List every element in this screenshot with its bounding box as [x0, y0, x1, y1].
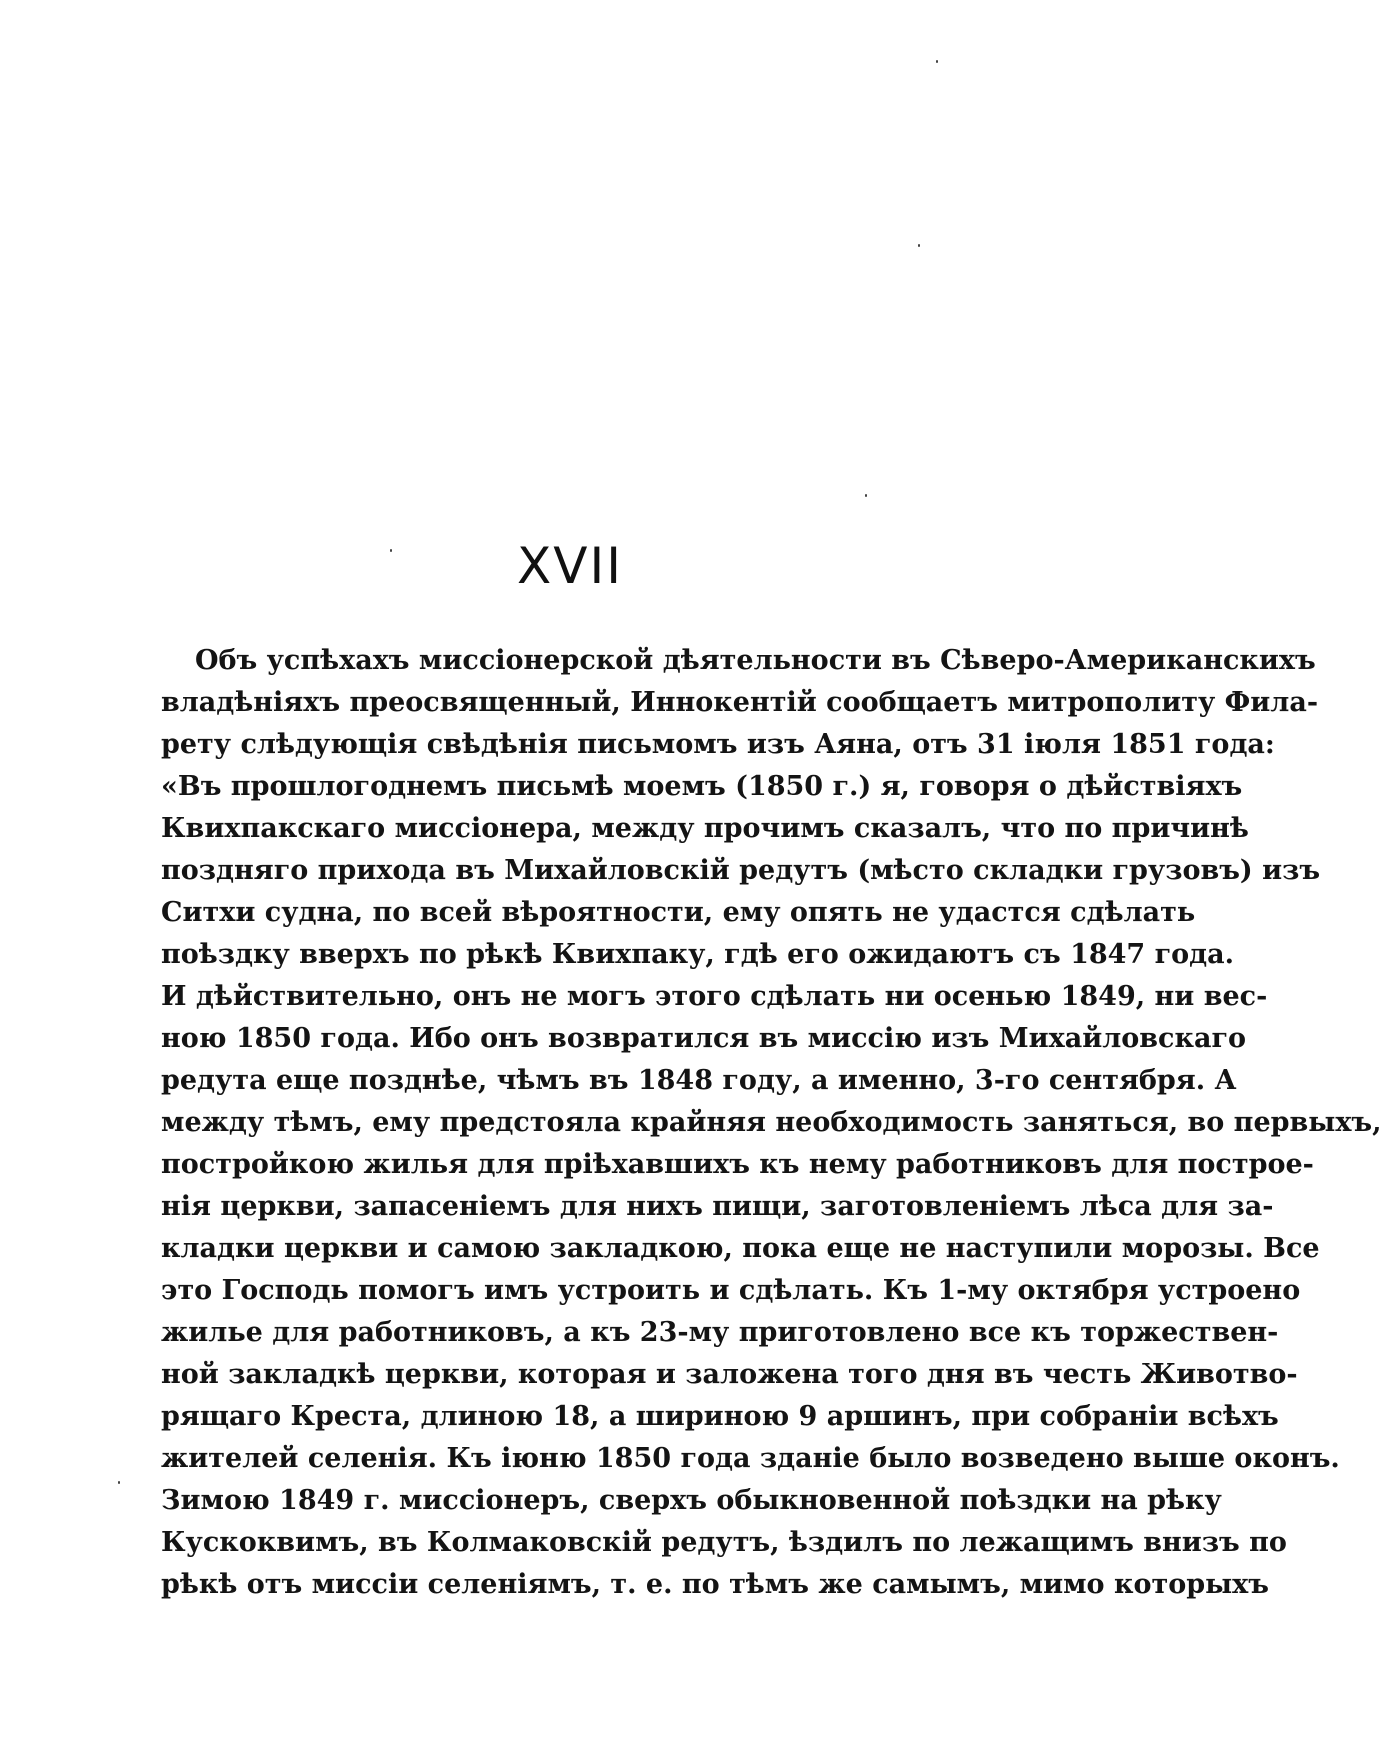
text-line: рящаго Креста, длиною 18, а шириною 9 аршинъ, при собраніи всѣхъ	[161, 1401, 1279, 1432]
text-line: кладки церкви и самою закладкою, пока еще не наступили морозы. Все	[161, 1233, 1320, 1264]
text-line: Зимою 1849 г. миссіонеръ, сверхъ обыкновенной поѣздки на рѣку	[161, 1485, 1222, 1516]
text-line: ною 1850 года. Ибо онъ возвратился въ миссію изъ Михайловскаго	[161, 1023, 1247, 1054]
text-line: поздняго прихода въ Михайловскій редутъ (мѣсто складки грузовъ) изъ	[161, 855, 1321, 886]
text-line: редута еще позднѣе, чѣмъ въ 1848 году, а именно, 3-го сентября. А	[161, 1065, 1237, 1096]
print-speck	[865, 494, 867, 497]
text-line: постройкою жилья для пріѣхавшихъ къ нему работниковъ для построе-	[161, 1149, 1314, 1180]
text-line: Ситхи судна, по всей вѣроятности, ему опять не удастся сдѣлать	[161, 897, 1196, 928]
text-line: поѣздку вверхъ по рѣкѣ Квихпаку, гдѣ его ожидаютъ съ 1847 года.	[161, 939, 1235, 970]
text-line: нія церкви, запасеніемъ для нихъ пищи, заготовленіемъ лѣса для за-	[161, 1191, 1274, 1222]
text-line: «Въ прошлогоднемъ письмѣ моемъ (1850 г.) я, говоря о дѣйствіяхъ	[161, 771, 1243, 802]
text-line: между тѣмъ, ему предстояла крайняя необходимость заняться, во первыхъ,	[161, 1107, 1382, 1138]
text-line: жителей селенія. Къ іюню 1850 года зданіе было возведено выше оконъ.	[161, 1443, 1340, 1474]
body-paragraph	[161, 640, 1382, 1606]
text-line: И дѣйствительно, онъ не могъ этого сдѣлать ни осенью 1849, ни вес-	[161, 981, 1268, 1012]
chapter-number: XVII	[517, 537, 623, 595]
text-line: рету слѣдующія свѣдѣнія письмомъ изъ Аяна, отъ 31 іюля 1851 года:	[161, 729, 1275, 760]
text-line: владѣніяхъ преосвященный, Иннокентій сообщаетъ митрополиту Фила-	[161, 687, 1319, 718]
text-line: Кускоквимъ, въ Колмаковскій редутъ, ѣздилъ по лежащимъ внизъ по	[161, 1527, 1287, 1558]
print-speck	[918, 244, 920, 247]
print-speck	[936, 60, 938, 63]
text-line: жилье для работниковъ, а къ 23-му приготовлено все къ торжествен-	[161, 1317, 1279, 1348]
text-line: Объ успѣхахъ миссіонерской дѣятельности въ Сѣверо-Американскихъ	[195, 645, 1316, 676]
text-line: ной закладкѣ церкви, которая и заложена того дня въ честь Животво-	[161, 1359, 1298, 1390]
text-line: Квихпакскаго миссіонера, между прочимъ сказалъ, что по причинѣ	[161, 813, 1249, 844]
text-line: рѣкѣ отъ миссіи селеніямъ, т. е. по тѣмъ же самымъ, мимо которыхъ	[161, 1569, 1269, 1600]
print-speck	[118, 1481, 120, 1484]
text-line: это Господь помогъ имъ устроить и сдѣлать. Къ 1-му октября устроено	[161, 1275, 1301, 1306]
